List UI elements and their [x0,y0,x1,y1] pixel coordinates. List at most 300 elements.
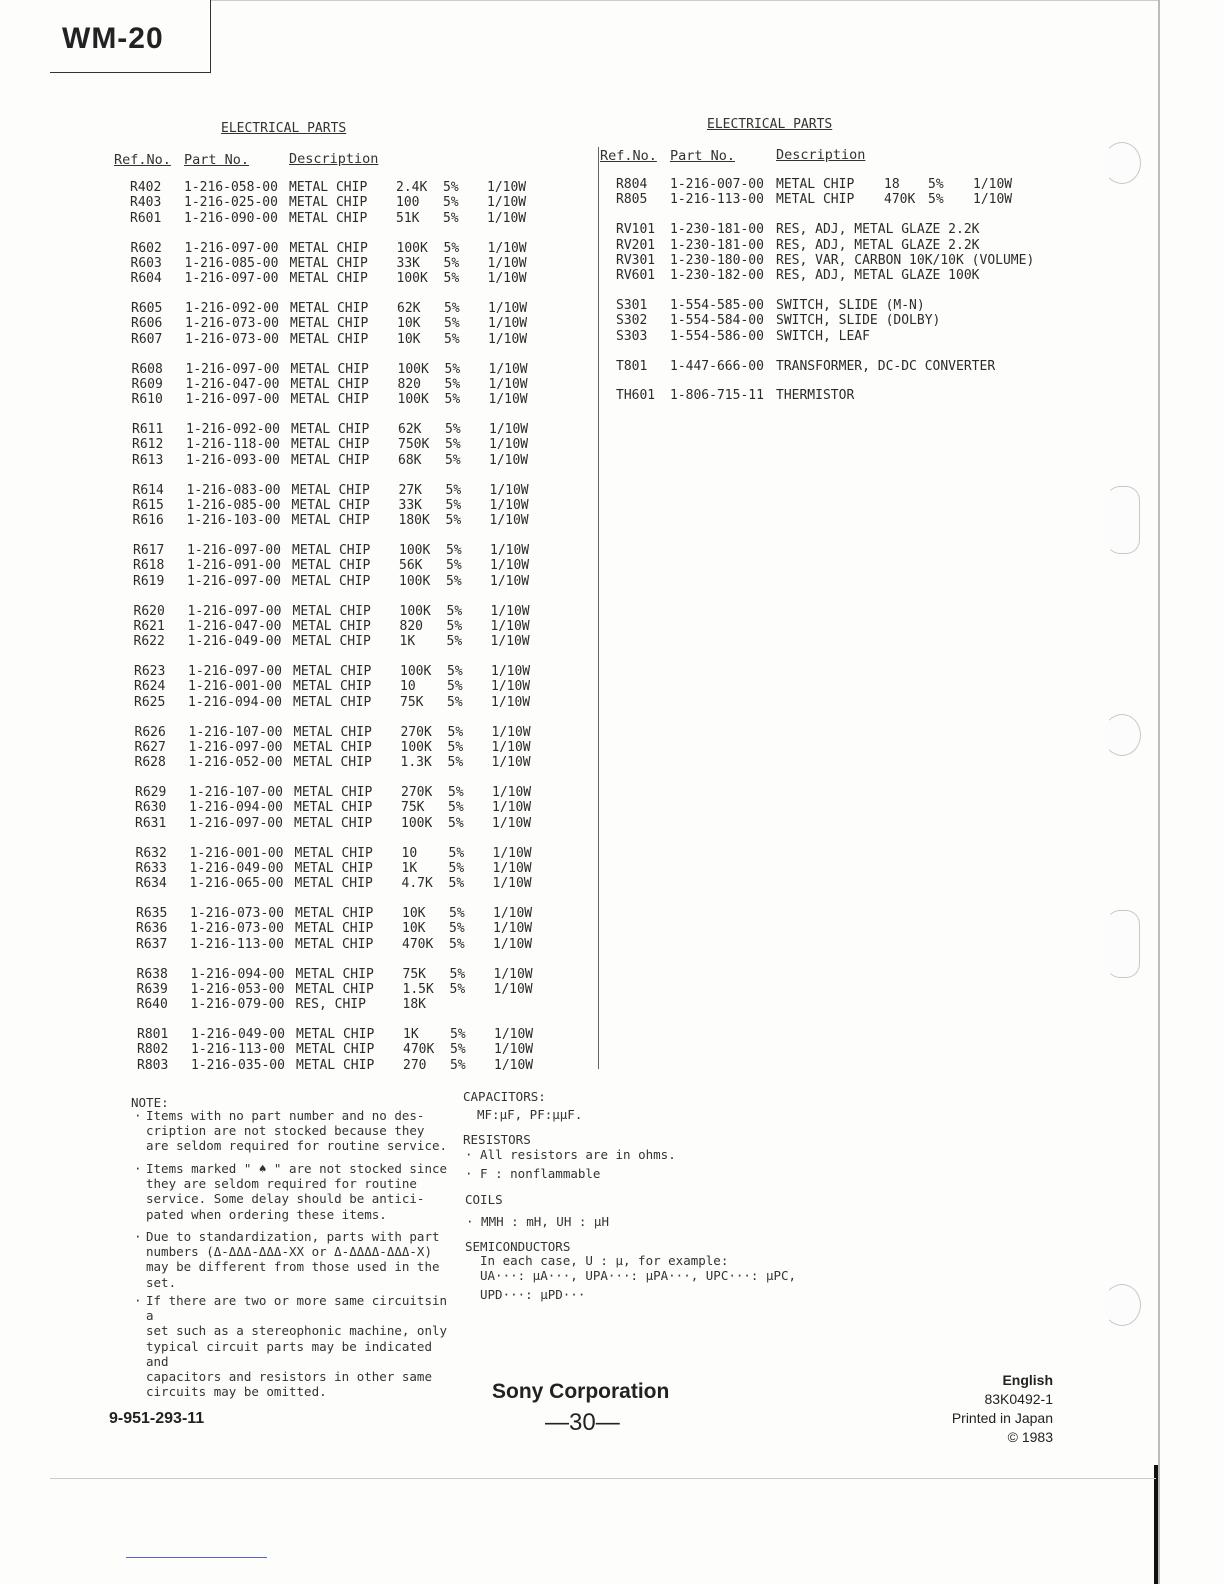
rating: 1/10W [489,437,529,453]
part-no: 1-230-180-00 [670,252,764,268]
rating: 1/10W [493,966,533,982]
note-line: typical circuit parts may be indicated and [146,1338,432,1369]
description: SWITCH, SLIDE (M-N) [776,298,925,313]
part-no: 1-216-073-00 [190,921,284,937]
description: METAL CHIP [291,437,370,453]
part-no: 1-216-113-00 [670,192,764,208]
description: SWITCH, SLIDE (DOLBY) [776,313,941,329]
rating: 1/10W [488,331,528,347]
tolerance: 5% [446,634,463,650]
value: 10K [402,921,426,937]
rating: 1/10W [492,845,532,861]
bullet-icon: · [134,1229,142,1244]
ref-no: R628 [134,755,166,771]
description: METAL CHIP [296,1042,375,1058]
description: METAL CHIP [289,255,368,271]
description: THERMISTOR [776,388,855,404]
tolerance: 5% [448,800,464,816]
rating: 1/10W [493,921,533,937]
part-no: 1-216-052-00 [188,755,283,771]
ref-no: S302 [616,313,648,329]
right-header-ref: Ref.No. [600,148,657,164]
part-no: 1-216-049-00 [189,860,284,876]
part-no: 1-216-092-00 [185,301,279,316]
ref-no: T801 [616,358,648,374]
rating: 1/10W [489,497,529,513]
ref-no: R606 [131,316,163,332]
description: METAL CHIP [291,513,370,529]
note-item [134,1293,456,1400]
part-no: 1-216-093-00 [186,452,280,468]
document-number: 9-951-293-11 [109,1410,205,1427]
description: METAL CHIP [289,180,368,195]
left-header-desc: Description [289,151,379,167]
part-no: 1-216-107-00 [188,724,283,740]
tolerance: 5% [447,724,464,740]
note-line: may be different from those used in the [146,1259,440,1275]
tolerance: 5% [448,845,465,861]
part-no: 1-216-049-00 [191,1027,285,1042]
part-no: 1-216-053-00 [190,981,285,997]
value: 10K [397,331,421,347]
description: METAL CHIP [293,694,372,710]
bottom-rule [50,1478,1156,1479]
value: 100K [397,392,429,408]
description: METAL CHIP [296,1027,375,1042]
top-rule [210,0,1160,1]
ref-no: R626 [134,724,166,740]
ref-no: R602 [130,240,162,256]
tolerance: 5% [446,603,463,619]
part-no: 1-216-097-00 [187,603,282,619]
description: METAL CHIP [295,981,374,997]
rating: 1/10W [489,482,529,498]
value: 100K [399,543,431,558]
value: 1.5K [402,981,434,997]
note-line: Items marked " ♠ " are not stocked since [146,1161,448,1176]
resistors-note-2: · F : nonflammable [465,1166,601,1181]
rating: 1/10W [973,192,1013,208]
printed-in: Printed in Japan [951,1410,1053,1426]
tolerance: 5% [450,1042,466,1058]
value: 100K [396,271,428,287]
ref-no: R632 [135,845,167,861]
tolerance: 5% [448,785,464,800]
ref-no: R633 [135,860,167,876]
part-no: 1-230-181-00 [670,222,764,238]
model-box [50,0,211,73]
value: 75K [402,966,426,982]
rating: 1/10W [493,936,533,952]
rating: 1/10W [493,906,533,921]
tolerance: 5% [449,921,465,937]
bullet-icon: · [134,1161,142,1176]
ref-no: RV301 [616,252,656,268]
part-no: 1-216-113-00 [191,1042,285,1058]
tolerance: 5% [444,301,460,316]
tolerance: 5% [443,180,459,195]
value: 100 [396,195,420,211]
resistors-title: RESISTORS [463,1132,531,1147]
description: RES, CHIP [295,997,366,1013]
tolerance: 5% [445,422,461,437]
value: 100K [400,664,432,679]
part-no: 1-216-091-00 [187,558,281,574]
ref-no: R637 [136,936,168,952]
note-line: set. [146,1274,177,1290]
rating: 1/10W [492,876,532,892]
note-line: numbers (Δ-ΔΔΔ-ΔΔΔ-XX or Δ-ΔΔΔΔ-ΔΔΔ-X) [146,1244,432,1260]
note-line: service. Some delay should be antici- [146,1191,425,1207]
rating: 1/10W [488,376,528,392]
description: METAL CHIP [291,452,370,468]
tolerance: 5% [446,573,462,589]
description: METAL CHIP [294,800,373,816]
description: METAL CHIP [290,316,369,332]
note-line: cription are not stocked because they [146,1123,425,1139]
rating: 1/10W [488,301,528,316]
description: METAL CHIP [293,724,372,740]
part-no: 1-554-584-00 [670,313,764,329]
tolerance: 5% [447,664,463,679]
tolerance: 5% [444,361,461,377]
binder-hole [1106,486,1140,554]
rating: 1/10W [487,210,527,226]
ref-no: R617 [133,543,165,558]
part-no: 1-216-090-00 [184,210,278,226]
page-edge-shadow [1154,1465,1158,1584]
ref-no: R605 [131,301,163,316]
value: 10 [400,679,416,695]
ref-no: R608 [131,361,163,377]
tolerance: 5% [447,739,464,755]
value: 10K [397,316,421,332]
part-no: 1-216-079-00 [190,997,285,1013]
tolerance: 5% [443,210,459,226]
value: 270K [400,724,432,740]
ref-no: R604 [130,271,162,287]
value: 100K [399,573,431,589]
note-line: Items with no part number and no des- [146,1108,425,1123]
description: METAL CHIP [294,845,373,861]
capacitors-title: CAPACITORS: [463,1089,546,1104]
ref-no: R636 [136,921,168,937]
part-no: 1-216-073-00 [185,331,279,347]
rating: 1/10W [490,603,530,619]
tolerance: 5% [443,271,460,287]
ref-no: R802 [137,1042,169,1058]
part-no: 1-216-065-00 [189,876,284,892]
part-no: 1-216-085-00 [186,497,281,513]
part-no: 1-216-001-00 [188,679,282,695]
value: 750K [398,437,430,453]
tolerance: 5% [445,497,462,513]
value: 33K [398,497,422,513]
ref-no: R402 [130,180,162,195]
ref-no: R639 [136,981,168,997]
ref-no: R610 [131,392,163,408]
value: 1K [401,860,418,876]
value: 100K [397,361,429,377]
note-item [134,1108,456,1154]
value: 75K [400,694,424,710]
note-line: circuits may be omitted. [146,1384,327,1400]
rating: 1/10W [488,392,528,408]
part-no: 1-230-181-00 [670,237,764,253]
description: RES, ADJ, METAL GLAZE 2.2K [776,237,980,253]
bottom-line [126,1557,267,1558]
description: METAL CHIP [292,573,371,589]
tolerance: 5% [444,392,461,408]
description: METAL CHIP [293,679,372,695]
tolerance: 5% [443,195,459,211]
notes-title: NOTE: [131,1095,169,1110]
description: METAL CHIP [290,331,369,347]
value: 18 [884,177,900,192]
copyright: © 1983 [1007,1429,1053,1445]
bullet-icon: · [134,1293,142,1308]
description: METAL CHIP [776,177,855,192]
tolerance: 5% [449,981,466,997]
part-no: 1-216-107-00 [189,785,283,800]
tolerance: 5% [446,543,462,558]
ref-no: R601 [130,210,162,226]
part-no: 1-216-097-00 [184,240,279,256]
description: METAL CHIP [296,1057,375,1073]
ref-no: R603 [130,255,162,271]
tolerance: 5% [446,618,463,634]
note-line: capacitors and resistors in other same [146,1369,432,1385]
part-no: 1-230-182-00 [670,268,764,284]
rating: 1/10W [492,785,532,800]
value: 100K [396,240,428,256]
column-divider [598,147,599,1069]
tolerance: 5% [448,876,465,892]
ref-no: R614 [132,482,164,498]
binder-hole [1103,714,1141,756]
description: METAL CHIP [293,739,372,755]
part-no: 1-554-585-00 [670,298,764,313]
part-no: 1-216-047-00 [187,618,282,634]
part-no: 1-216-118-00 [186,437,280,453]
note-line: they are seldom required for routine [146,1176,417,1192]
resistors-note-1: · All resistors are in ohms. [465,1147,676,1162]
description: METAL CHIP [290,376,369,392]
ref-no: R627 [134,739,166,755]
description: METAL CHIP [294,785,373,800]
note-line: are seldom required for routine service. [146,1138,448,1154]
tolerance: 5% [447,679,463,695]
value: 1K [399,634,416,650]
tolerance: 5% [449,966,466,982]
value: 820 [399,618,423,634]
part-no: 1-216-097-00 [184,271,279,287]
ref-no: R611 [132,422,164,437]
description: METAL CHIP [289,210,368,226]
tolerance: 5% [445,437,461,453]
part-no: 1-216-097-00 [187,573,281,589]
value: 470K [403,1042,435,1058]
rating: 1/10W [488,316,528,332]
description: SWITCH, LEAF [776,328,870,344]
ref-no: RV601 [616,268,656,284]
capacitors-text: MF:µF, PF:µµF. [477,1107,583,1122]
description: METAL CHIP [291,497,370,513]
tolerance: 5% [444,316,460,332]
ref-no: R629 [135,785,167,800]
value: 270 [403,1057,427,1073]
ref-no: R635 [136,906,168,921]
description: METAL CHIP [293,664,372,679]
rating: 1/10W [490,573,530,589]
part-no: 1-216-001-00 [189,845,284,861]
value: 1K [403,1027,419,1042]
tolerance: 5% [447,694,463,710]
description: RES, VAR, CARBON 10K/10K (VOLUME) [776,252,1035,268]
description: METAL CHIP [292,543,371,558]
description: RES, ADJ, METAL GLAZE 2.2K [776,222,980,238]
ref-no: R612 [132,437,164,453]
tolerance: 5% [443,255,460,271]
rating: 1/10W [491,724,531,740]
description: METAL CHIP [294,860,373,876]
part-no: 1-447-666-00 [670,358,764,374]
tolerance: 5% [445,482,462,498]
description: METAL CHIP [289,240,368,256]
part-no: 1-216-097-00 [187,543,281,558]
ref-no: RV101 [616,222,656,238]
value: 2.4K [396,180,428,195]
ref-no: R803 [137,1057,169,1073]
part-no: 1-216-094-00 [189,800,283,816]
value: 75K [401,800,425,816]
tolerance: 5% [444,331,460,347]
corporation-name: Sony Corporation [492,1380,670,1403]
description: METAL CHIP [289,271,368,287]
tolerance: 5% [448,815,464,831]
rating: 1/10W [490,558,530,574]
part-no: 1-216-049-00 [187,634,282,650]
rating: 1/10W [489,422,529,437]
description: METAL CHIP [295,921,374,937]
ref-no: RV201 [616,237,656,253]
ref-no: R638 [136,966,168,982]
part-no: 1-554-586-00 [670,328,764,344]
semiconductors-note-1: In each case, U : µ, for example: [480,1253,729,1268]
right-header-part: Part No. [670,148,736,164]
value: 27K [398,482,422,498]
rating: 1/10W [487,255,527,271]
description: METAL CHIP [292,634,371,650]
rating: 1/10W [491,679,531,695]
value: 100K [399,603,431,619]
ref-no: R625 [134,694,166,710]
description: METAL CHIP [295,936,374,952]
rating: 1/10W [492,815,532,831]
page-number: —30— [545,1409,620,1436]
description: METAL CHIP [291,482,370,498]
coils-title: COILS [465,1192,503,1207]
ref-no: R805 [616,192,648,208]
note-line: pated when ordering these items. [146,1206,387,1222]
tolerance: 5% [450,1027,466,1042]
part-no: 1-216-025-00 [184,195,278,211]
description: METAL CHIP [294,876,373,892]
tolerance: 5% [449,936,465,952]
semiconductors-note-3: UPD···: µPD··· [480,1287,586,1302]
description: METAL CHIP [294,815,373,831]
ref-no: TH601 [616,388,656,404]
ref-no: R630 [135,800,167,816]
note-item [134,1229,456,1290]
note-item [134,1161,456,1222]
ref-no: R804 [616,177,648,192]
part-no: 1-216-097-00 [185,361,280,377]
part-no: 1-216-103-00 [186,513,281,529]
left-header-ref: Ref.No. [114,152,171,168]
rating: 1/10W [488,361,528,377]
part-no: 1-216-083-00 [186,482,281,498]
value: 820 [397,376,421,392]
ref-no: R619 [133,573,165,589]
rating: 1/10W [494,1042,534,1058]
rating: 1/10W [487,195,527,211]
part-no: 1-216-097-00 [188,739,283,755]
value: 180K [398,513,430,529]
part-no: 1-216-097-00 [189,815,283,831]
left-header-part: Part No. [184,152,250,168]
tolerance: 5% [444,376,461,392]
ref-no: R801 [137,1027,169,1042]
value: 470K [884,192,916,208]
language-label: English [1002,1372,1053,1388]
description: METAL CHIP [292,618,371,634]
description: METAL CHIP [292,558,371,574]
rating: 1/10W [494,1057,534,1073]
part-no: 1-216-092-00 [186,422,280,437]
value: 470K [402,936,434,952]
description: METAL CHIP [289,195,368,211]
tolerance: 5% [445,513,462,529]
rating: 1/10W [491,755,531,771]
description: METAL CHIP [292,603,371,619]
part-no: 1-216-085-00 [184,255,279,271]
right-section-title: ELECTRICAL PARTS [707,117,833,132]
rating: 1/10W [493,981,533,997]
ref-no: R615 [132,497,164,513]
value: 56K [399,558,423,574]
part-no: 1-216-113-00 [190,936,284,952]
rating: 1/10W [489,513,529,529]
description: TRANSFORMER, DC-DC CONVERTER [776,358,996,374]
value: 62K [398,422,422,437]
right-header-desc: Description [776,147,866,163]
value: 270K [401,785,433,800]
value: 100K [400,739,432,755]
bullet-icon: · [134,1108,142,1123]
tolerance: 5% [445,452,461,468]
rating: 1/10W [491,739,531,755]
description: METAL CHIP [295,906,374,921]
value: 62K [397,301,421,316]
semiconductors-note-2: UA···: µA···, UPA···: µPA···, UPC···: µPC, [480,1268,797,1283]
description: METAL CHIP [295,966,374,982]
rating: 1/10W [490,543,530,558]
value: 18K [402,997,426,1013]
left-section-title: ELECTRICAL PARTS [221,121,347,136]
part-no: 1-216-058-00 [184,180,278,195]
rating: 1/10W [487,180,527,195]
